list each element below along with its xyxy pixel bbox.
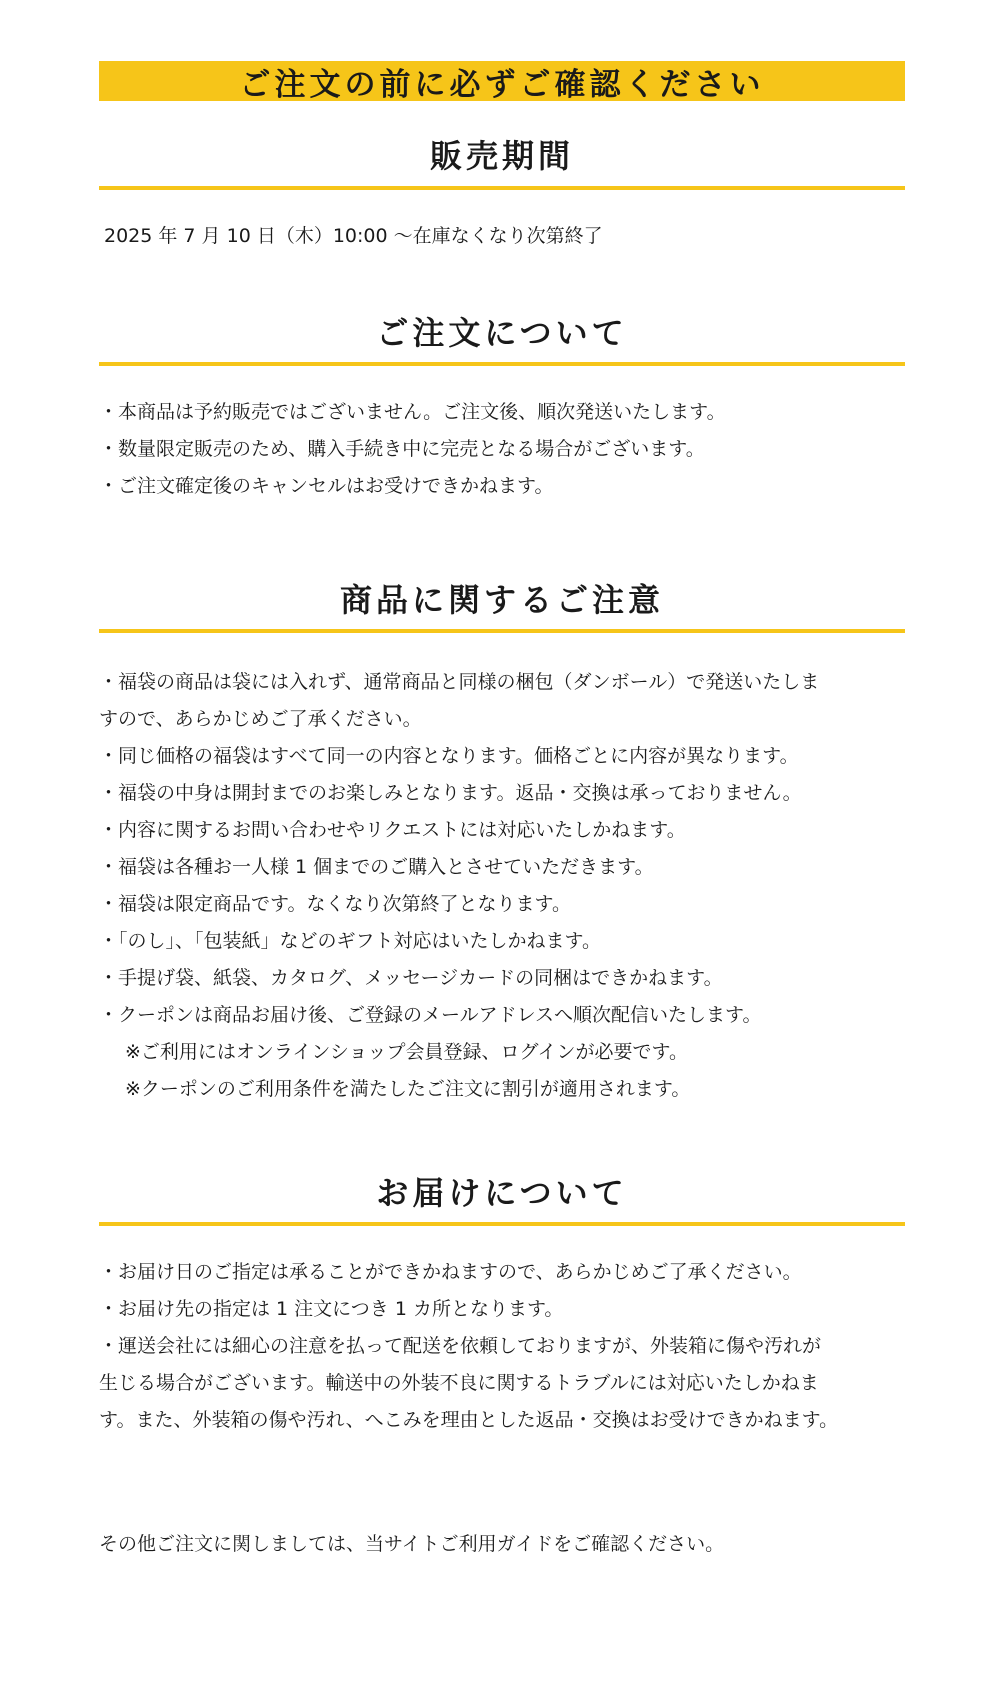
list-item: す。また、外装箱の傷や汚れ、へこみを理由とした返品・交換はお受けできかねます。 — [99, 1409, 839, 1431]
list-item: すので、あらかじめご了承ください。 — [99, 708, 422, 730]
banner-title: ご注文の前に必ずご確認ください — [239, 66, 765, 103]
ordering-divider — [99, 362, 905, 366]
sales-period-text — [104, 218, 924, 255]
delivery-notes — [99, 1254, 919, 1439]
footer-text: その他ご注文に関しましては、当サイトご利用ガイドをご確認ください。 — [99, 1533, 725, 1555]
delivery-divider — [99, 1222, 905, 1226]
sales-period-line: 2025 年 7 月 10 日（木）10:00 ～在庫なくなり次第終了 — [104, 225, 603, 247]
list-item: ・クーポンは商品お届け後、ご登録のメールアドレスへ順次配信いたします。 — [99, 1004, 762, 1026]
list-item: ・福袋の中身は開封までのお楽しみとなります。返品・交換は承っておりません。 — [99, 782, 802, 804]
sales-period-divider — [99, 186, 905, 190]
list-item: ・運送会社には細心の注意を払って配送を依頼しておりますが、外装箱に傷や汚れが — [99, 1335, 822, 1357]
ordering-notes — [99, 394, 919, 505]
product-notes-divider — [99, 629, 905, 633]
list-item: ・数量限定販売のため、購入手続き中に完売となる場合がございます。 — [99, 438, 705, 460]
list-item: ・お届け日のご指定は承ることができかねますので、あらかじめご了承ください。 — [99, 1261, 802, 1283]
list-item: ・お届け先の指定は 1 注文につき 1 カ所となります。 — [99, 1298, 564, 1320]
product-notes — [99, 664, 919, 1108]
list-item: ・本商品は予約販売ではございません。ご注文後、順次発送いたします。 — [99, 401, 726, 423]
note-item: ※ご利用にはオンラインショップ会員登録、ログインが必要です。 — [125, 1041, 689, 1063]
list-item: ・ご注文確定後のキャンセルはお受けできかねます。 — [99, 475, 554, 497]
list-item: ・同じ価格の福袋はすべて同一の内容となります。価格ごとに内容が異なります。 — [99, 745, 799, 767]
ordering-heading: ご注文について — [376, 314, 628, 352]
list-item: 生じる場合がございます。輸送中の外装不良に関するトラブルには対応いたしかねま — [99, 1372, 819, 1394]
delivery-heading: お届けについて — [376, 1174, 628, 1212]
notice-banner — [99, 61, 905, 101]
note-item: ※クーポンのご利用条件を満たしたご注文に割引が適用されます。 — [125, 1078, 691, 1100]
list-item: ・福袋は各種お一人様 1 個までのご購入とさせていただきます。 — [99, 856, 654, 878]
list-item: ・内容に関するお問い合わせやリクエストには対応いたしかねます。 — [99, 819, 686, 841]
list-item: ・福袋は限定商品です。なくなり次第終了となります。 — [99, 893, 571, 915]
list-item: ・手提げ袋、紙袋、カタログ、メッセージカードの同梱はできかねます。 — [99, 967, 723, 989]
product-notes-heading: 商品に関するご注意 — [339, 581, 664, 619]
list-item: ・「のし」、「包装紙」などのギフト対応はいたしかねます。 — [99, 930, 601, 952]
sales-period-heading: 販売期間 — [429, 137, 574, 175]
list-item: ・福袋の商品は袋には入れず、通常商品と同様の梱包（ダンボール）で発送いたしま — [99, 671, 820, 693]
footer-note — [99, 1526, 919, 1563]
